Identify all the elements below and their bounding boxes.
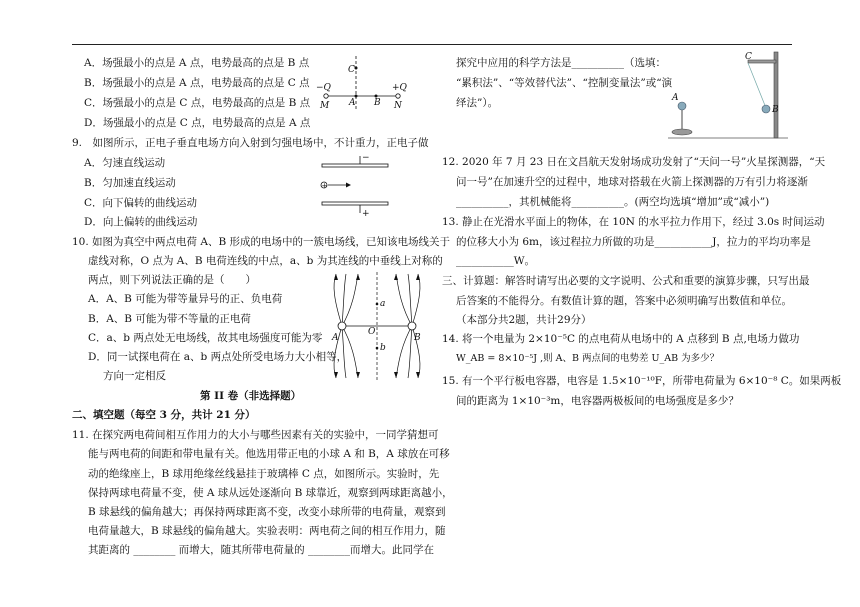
q12-line1: 12. 2020 年 7 月 23 日在文昌航天发射场成功发射了“天问一号”火星探测器，“天 xyxy=(442,156,826,168)
fig8-label-posq: +Q xyxy=(392,83,407,93)
q11-line1: 11. 在探究两电荷间相互作用力的大小与哪些因素有关的实验中，一同学猜想可 xyxy=(72,429,439,441)
q8-figure xyxy=(312,52,412,122)
q9-option-d: D．向上偏转的曲线运动 xyxy=(84,216,198,228)
section3-line3: （本部分共2题，共计29分） xyxy=(456,314,592,326)
fig10-label-a-point: a xyxy=(380,299,386,309)
q8-option-a: A．场强最小的点是 A 点，电势最高的点是 B 点 xyxy=(84,57,310,69)
q14-line2: W_AB = 8×10⁻⁵J ,则 A、B 两点间的电势差 U_AB 为多少？ xyxy=(456,353,720,364)
q15-line1: 15. 有一个平行板电容器，电容是 1.5×10⁻¹⁰F，所带电荷量为 6×10⁻⁸ C。如果两板 xyxy=(442,375,842,387)
q10-option-b: B．A、B 可能为带不等量的正电荷 xyxy=(88,313,251,325)
fig8-label-a: A xyxy=(349,98,356,108)
fig8-label-n: N xyxy=(394,101,402,111)
fig8-label-c: C xyxy=(348,65,355,75)
q11-figure xyxy=(668,50,788,145)
q8-option-b: B．场强最小的点是 A 点，电势最高的点是 C 点 xyxy=(84,77,310,89)
fig10-label-charge-a: A xyxy=(332,333,339,343)
fig9-label-minus: − xyxy=(362,153,370,163)
fig10-label-o: O xyxy=(368,327,376,337)
q10-option-d: D．同一试探电荷在 a、b 两点处所受电场力大小相等， xyxy=(88,351,348,363)
q9-option-c: C．向下偏转的曲线运动 xyxy=(84,197,198,209)
q8-option-c: C．场强最小的点是 C 点，电势最高的点是 B 点 xyxy=(84,97,311,109)
section2-title: 二、填空题（每空 3 分，共计 21 分） xyxy=(72,409,256,421)
q9-option-b: B．匀加速直线运动 xyxy=(84,177,176,189)
q12-line2: 问一号”在加速升空的过程中，地球对搭载在火箭上探测器的万有引力将逐渐 xyxy=(456,176,808,188)
q13-line3: ___________W。 xyxy=(456,255,536,267)
q9-stem: 9. 如图所示，正电子垂直电场方向入射到匀强电场中，不计重力，正电子做 xyxy=(72,137,429,149)
q11-method-line2: “累积法”、“等效替代法”、“控制变量法”或“演 xyxy=(456,77,673,89)
q11-method-line1: 探究中应用的科学方法是__________（选填： xyxy=(456,57,666,69)
q9-figure xyxy=(316,150,396,220)
q13-line1: 13. 静止在光滑水平面上的物体，在 10N 的水平拉力作用下，经过 3.0s 时间运动 xyxy=(442,216,825,228)
fig8-label-b: B xyxy=(374,98,381,108)
fig9-label-plus: + xyxy=(362,209,370,219)
q11-line7: 其距离的 ________ 而增大，随其所带电荷量的 ________而增大。此同学在 xyxy=(88,544,435,556)
q10-stem-line3: 两点，则下列说法正确的是（ ） xyxy=(88,274,256,286)
section3-line2: 后答案的不能得分。有数值计算的题，答案中必须明确写出数值和单位。 xyxy=(456,295,792,307)
q11-method-line3: 绎法”）。 xyxy=(456,97,499,109)
fig8-label-negq: −Q xyxy=(316,83,331,93)
q8-option-d: D．场强最小的点是 C 点，电势最高的点是 A 点 xyxy=(84,117,311,129)
fig11-label-b: B xyxy=(772,105,779,115)
q15-line2: 间的距离为 1×10⁻³m，电容器两极板间的电场强度是多少？ xyxy=(456,395,739,407)
q14-line1: 14. 将一个电量为 2×10⁻⁵C 的点电荷从电场中的 A 点移到 B 点,电场力做功 xyxy=(442,333,800,345)
fig11-label-c: C xyxy=(745,52,752,62)
q11-line5: B 球悬线的偏角越大；再保持两球距离不变，改变小球所带的电荷量，观察到 xyxy=(88,506,446,518)
part2-title: 第 II 卷（非选择题） xyxy=(200,390,302,402)
q10-stem-line2: 虚线对称，O 点为 A、B 电荷连线的中点，a、b 为其连线的中垂线上对称的 xyxy=(88,255,443,267)
q11-line4: 保持两球电荷量不变，使 A 球从远处逐渐向 B 球靠近，观察到两球距离越小， xyxy=(88,487,453,499)
fig8-label-m: M xyxy=(320,101,330,111)
header-rule xyxy=(72,44,792,45)
section3-line1: 三、计算题：解答时请写出必要的文字说明、公式和重要的演算步骤，只写出最 xyxy=(442,275,810,287)
q12-line3: __________，其机械能将__________。(两空均选填“增加”或“减小”) xyxy=(456,196,770,208)
fig10-label-charge-b: B xyxy=(414,333,421,343)
svg-text:+: + xyxy=(321,182,328,190)
fig10-label-b-point: b xyxy=(380,343,386,353)
q9-option-a: A．匀速直线运动 xyxy=(84,157,166,169)
q11-line3: 动的绝缘座上，B 球用绝缘丝线悬挂于玻璃棒 C 点，如图所示。实验时，先 xyxy=(88,468,440,480)
q10-stem-line1: 10. 如图为真空中两点电荷 A、B 形成的电场中的一簇电场线，已知该电场线关于 xyxy=(72,236,451,248)
q10-option-d-cont: 方向一定相反 xyxy=(103,370,166,382)
q11-line6: 电荷量越大，B 球悬线的偏角越大。实验表明：两电荷之间的相互作用力，随 xyxy=(88,525,446,537)
q10-figure xyxy=(332,270,422,382)
fig11-label-a: A xyxy=(672,93,679,103)
q11-line2: 能与两电荷的间距和带电量有关。他选用带正电的小球 A 和 B，A 球放在可移 xyxy=(88,448,450,460)
q13-line2: 的位移大小为 6m，该过程拉力所做的功是___________J，拉力的平均功率是 xyxy=(456,236,811,248)
q10-option-c: C．a、b 两点处无电场线，故其电场强度可能为零 xyxy=(88,332,323,344)
q10-option-a: A．A、B 可能为带等量异号的正、负电荷 xyxy=(88,293,283,305)
